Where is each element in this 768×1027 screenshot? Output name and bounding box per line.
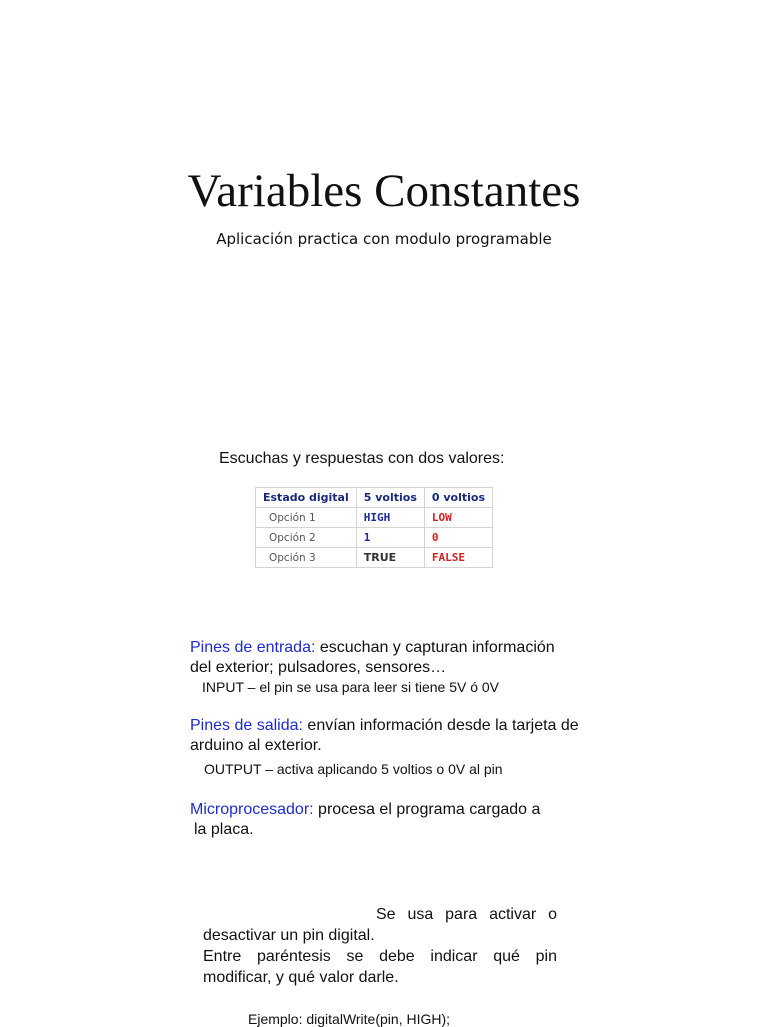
pines-salida-block (190, 716, 580, 778)
table-cell-high: 1 (356, 528, 424, 548)
table-cell-low: LOW (424, 508, 492, 528)
digitalwrite-description (203, 904, 557, 988)
table-header-cell: Estado digital (256, 488, 357, 508)
table-cell-option: Opción 1 (256, 508, 357, 528)
pines-entrada-block (190, 638, 580, 696)
page-title: Variables Constantes (187, 165, 581, 217)
pines-entrada-note: INPUT – el pin se usa para leer si tiene 5V ó 0V (202, 679, 500, 695)
microprocesador-line2: la placa. (194, 821, 254, 838)
microprocesador-text: procesa el programa cargado a (313, 801, 541, 818)
microprocesador-line1 (190, 800, 580, 820)
table-cell-high: HIGH (356, 508, 424, 528)
digital-state-table (255, 487, 493, 568)
page-subtitle: Aplicación practica con modulo programable (216, 230, 552, 248)
pines-entrada-paragraph (190, 638, 580, 678)
pines-salida-note: OUTPUT – activa aplicando 5 voltios o 0V al pin (204, 761, 503, 777)
table-row (256, 548, 493, 568)
table-header-row (256, 488, 493, 508)
table-lead-text: Escuchas y respuestas con dos valores: (219, 450, 505, 467)
pines-salida-paragraph (190, 716, 580, 756)
table-cell-option: Opción 3 (256, 548, 357, 568)
table-row (256, 528, 493, 548)
pines-entrada-label: Pines de entrada: (190, 639, 316, 656)
table-cell-low: FALSE (424, 548, 492, 568)
pines-entrada-text: escuchan y capturan información del exterior; pulsadores, sensores… (190, 639, 555, 676)
table-header-cell: 5 voltios (356, 488, 424, 508)
microprocesador-block (190, 800, 580, 840)
pines-salida-text: envían información desde la tarjeta de arduino al exterior. (190, 717, 579, 754)
digitalwrite-para1: Se usa para activar o desactivar un pin digital. (203, 906, 557, 944)
pines-salida-label: Pines de salida: (190, 717, 303, 734)
table-header-cell: 0 voltios (424, 488, 492, 508)
table-row (256, 508, 493, 528)
digitalwrite-para2: Entre paréntesis se debe indicar qué pin modificar, y qué valor darle. (203, 948, 557, 986)
example-code: Ejemplo: digitalWrite(pin, HIGH); (248, 1011, 451, 1027)
microprocesador-label: Microprocesador: (190, 801, 314, 818)
table-cell-high: TRUE (356, 548, 424, 568)
table-cell-option: Opción 2 (256, 528, 357, 548)
table-cell-low: 0 (424, 528, 492, 548)
